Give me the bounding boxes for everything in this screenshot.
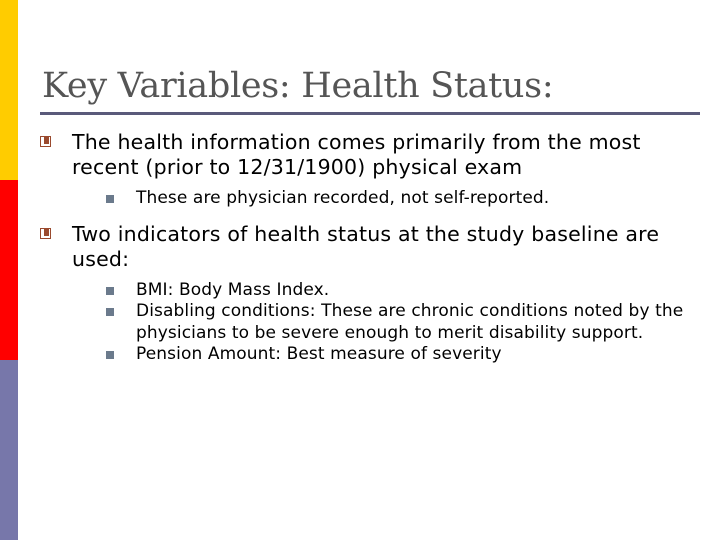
- bullet-group-2: [40, 222, 700, 366]
- sub-bullet-text: Pension Amount: Best measure of severity: [136, 344, 502, 364]
- small-square-bullet-icon: [106, 308, 114, 316]
- sub-bullet-text: Disabling conditions: These are chronic conditions noted by the physicians to be severe enough to merit disability support.: [136, 301, 684, 343]
- small-square-bullet-icon: [106, 287, 114, 295]
- accent-bar-red: [0, 180, 18, 360]
- sub-bullet-item: [106, 280, 700, 302]
- bullet-item: [40, 130, 700, 180]
- sub-bullet-item: [106, 344, 700, 366]
- small-square-bullet-icon: [106, 351, 114, 359]
- bullet-text: Two indicators of health status at the study baseline are used:: [72, 221, 660, 271]
- bullet-text: The health information comes primarily from the most recent (prior to 12/31/1900) physical exam: [72, 130, 641, 179]
- sub-bullet-item: [106, 301, 700, 344]
- small-square-bullet-icon: [106, 195, 114, 203]
- bullet-item: [40, 222, 700, 272]
- sub-bullet-item: [106, 188, 700, 210]
- sub-bullet-text: BMI: Body Mass Index.: [136, 279, 330, 300]
- slide-title: Key Variables: Health Status:: [42, 66, 554, 106]
- accent-bar-purple: [0, 360, 18, 540]
- sub-bullet-text: These are physician recorded, not self-reported.: [136, 188, 550, 208]
- bullet-list: [40, 130, 700, 378]
- square-bullet-icon: [40, 228, 51, 239]
- title-underline: [40, 112, 700, 115]
- bullet-group-1: [40, 130, 700, 210]
- accent-bar-yellow: [0, 0, 18, 180]
- square-bullet-icon: [40, 136, 51, 147]
